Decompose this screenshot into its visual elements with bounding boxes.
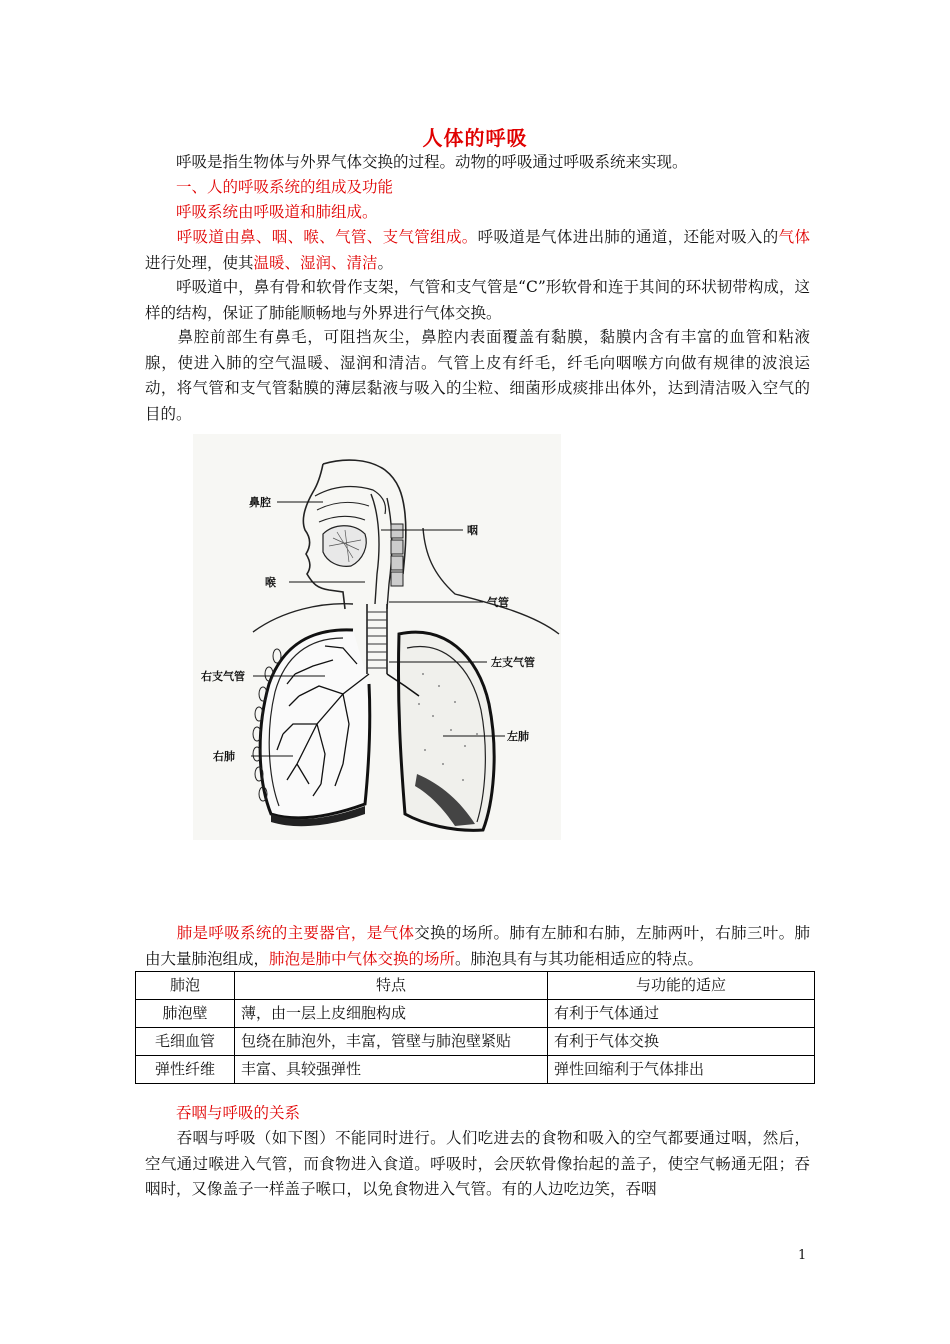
label-pharynx: 咽 bbox=[467, 524, 478, 537]
table-cell: 丰富、具较强弹性 bbox=[235, 1056, 548, 1084]
table-cell: 包绕在肺泡外，丰富，管壁与肺泡壁紧贴 bbox=[235, 1028, 548, 1056]
table-cell: 有利于气体通过 bbox=[548, 1000, 815, 1028]
alveoli-table bbox=[135, 971, 815, 1084]
airway-text-2: 进行处理，使其 bbox=[145, 253, 254, 272]
table-header: 与功能的适应 bbox=[548, 972, 815, 1000]
label-right-lung: 右肺 bbox=[213, 750, 235, 763]
section2-heading-text: 吞咽与呼吸的关系 bbox=[176, 1104, 301, 1122]
nose-text: 鼻腔前部生有鼻毛，可阻挡灰尘，鼻腔内表面覆盖有黏膜，黏膜内含有丰富的血管和粘液腺，使进入肺的空气温暖、湿润和清洁。气管上皮有纤毛，纤毛向咽喉方向做有规律的波浪运动，将气管和支气管黏膜的薄层黏液与吸入的尘粒、细菌形成痰排出体外，达到清洁吸入空气的目的。 bbox=[145, 328, 810, 423]
lung-red-1: 肺是呼吸系统的主要器官，是气体 bbox=[176, 924, 415, 942]
table-header-row bbox=[136, 972, 815, 1000]
lung-red-2: 肺泡是肺中气体交换的场所 bbox=[269, 949, 456, 968]
page-title: 人体的呼吸 bbox=[422, 126, 528, 150]
lung-text-1: 交换的场所。肺有左肺和右肺，左肺两叶，右肺三叶。肺由大量肺泡组成， bbox=[145, 924, 810, 968]
label-nasal-cavity: 鼻腔 bbox=[249, 496, 271, 509]
intro-text: 呼吸是指生物体与外界气体交换的过程。动物的呼吸通过呼吸系统来实现。 bbox=[176, 153, 688, 171]
section1-heading bbox=[145, 175, 810, 201]
page-number: 1 bbox=[798, 1248, 807, 1263]
table-header: 特点 bbox=[235, 972, 548, 1000]
table-cell: 肺泡壁 bbox=[136, 1000, 235, 1028]
table-header: 肺泡 bbox=[136, 972, 235, 1000]
table-cell: 弹性回缩利于气体排出 bbox=[548, 1056, 815, 1084]
table-row bbox=[136, 1000, 815, 1028]
airway-text-1: 呼吸道是气体进出肺的通道，还能对吸入的 bbox=[477, 228, 779, 246]
section2-heading bbox=[145, 1101, 810, 1127]
label-right-bronchus: 右支气管 bbox=[201, 670, 245, 683]
intro-paragraph bbox=[145, 150, 810, 176]
table-cell: 有利于气体交换 bbox=[548, 1028, 815, 1056]
table-cell: 毛细血管 bbox=[136, 1028, 235, 1056]
airway-paragraph bbox=[145, 225, 810, 276]
label-left-bronchus: 左支气管 bbox=[491, 656, 535, 669]
swallow-text: 吞咽与呼吸（如下图）不能同时进行。人们吃进去的食物和吸入的空气都要通过咽，然后，空气通过喉进入气管，而食物进入食道。呼吸时，会厌软骨像抬起的盖子，使空气畅通无阻；吞咽时，又像盖子一样盖子喉口，以免食物进入气管。有的人边吃边笑，吞咽 bbox=[145, 1129, 810, 1198]
skeleton-paragraph bbox=[145, 275, 810, 326]
table-cell: 弹性纤维 bbox=[136, 1056, 235, 1084]
skeleton-text: 呼吸道中，鼻有骨和软骨作支架，气管和支气管是“C”形软骨和连于其间的环状韧带构成，这样的结构，保证了肺能顺畅地与外界进行气体交换。 bbox=[145, 278, 810, 322]
airway-red-2: 气体 bbox=[778, 228, 810, 246]
respiratory-system-figure bbox=[193, 434, 561, 840]
nose-paragraph bbox=[145, 325, 810, 427]
airway-red-3: 温暖、湿润、清洁 bbox=[253, 253, 378, 272]
lung-paragraph bbox=[145, 921, 810, 972]
airway-red-1: 呼吸道由鼻、咽、喉、气管、支气管组成。 bbox=[176, 228, 478, 246]
table-row bbox=[136, 1028, 815, 1056]
swallow-paragraph bbox=[145, 1126, 810, 1203]
table-row bbox=[136, 1056, 815, 1084]
composition-text: 呼吸系统由呼吸道和肺组成。 bbox=[176, 203, 378, 221]
table-cell: 薄，由一层上皮细胞构成 bbox=[235, 1000, 548, 1028]
airway-text-3: 。 bbox=[377, 253, 394, 272]
section1-heading-text: 一、人的呼吸系统的组成及功能 bbox=[176, 178, 394, 196]
lung-text-2: 。肺泡具有与其功能相适应的特点。 bbox=[455, 949, 704, 968]
label-left-lung: 左肺 bbox=[507, 730, 529, 743]
label-trachea: 气管 bbox=[487, 596, 509, 609]
label-larynx: 喉 bbox=[265, 576, 276, 589]
composition-line bbox=[145, 200, 810, 226]
